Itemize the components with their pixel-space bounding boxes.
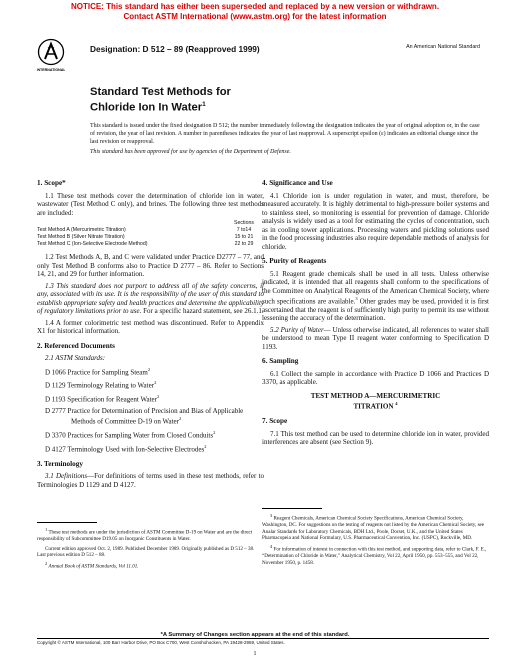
ref-item: D 2777 Practice for Determination of Precision and Bias of Applicable Methods of Committee D-19 on Water$^2$ [45, 406, 244, 426]
notice-banner [0, 2, 510, 22]
national-standard-label: An American National Standard [406, 44, 480, 50]
ref-item: D 1066 Practice for Sampling Steam$^2$ [45, 366, 151, 376]
page-number: 1 [253, 651, 257, 657]
method-row: Test Method B (Silver Nitrate Titration) 15 to 21 [37, 234, 254, 240]
heading-scope: 1. Scope* [37, 179, 66, 187]
heading-purity: 5. Purity of Reagents [262, 257, 327, 265]
para-1-1: 1.1 These test methods cover the determination of chloride ion in water, wastewater (Test Method C only), and brines. The following three test methods are included: [37, 191, 264, 217]
title-line-1: Standard Test Methods for [90, 86, 231, 98]
copyright: Copyright © ASTM International, 100 Barr Harbor Drive, PO Box C700, West Conshohocken, PA 19428-2959, United States. [37, 640, 285, 645]
method-row: Test Method C (Ion-Selective Electrode Method) 22 to 29 [37, 241, 254, 247]
designation: Designation: D 512 – 89 (Reapproved 1999) [90, 44, 260, 54]
footnote-1b: Current edition approved Oct. 2, 1989. Published December 1989. Originally published as D 512 – 38. Last previous edition D 512 – 88. [37, 545, 255, 558]
footer-rule [37, 638, 489, 639]
heading-sampling: 6. Sampling [262, 357, 299, 366]
heading-referenced-documents: 2. Referenced Documents [37, 341, 115, 350]
para-2-1: 2.1 ASTM Standards: [45, 354, 106, 362]
ref-item: D 1129 Terminology Relating to Water$^2$ [45, 380, 157, 390]
left-column [37, 173, 264, 492]
footnotes-left [37, 522, 264, 573]
dod-note: This standard has been approved for use by agencies of the Department of Defense. [90, 149, 291, 156]
notice-line-1: NOTICE: This standard has either been superseded and replaced by a new version or withdrawn. [70, 2, 440, 11]
methods-list [37, 220, 264, 248]
heading-significance: 4. Significance and Use [262, 179, 333, 187]
heading-scope-7: 7. Scope [262, 417, 288, 426]
method-row: Test Method A (Mercurimetric Titration) 7 to14 [37, 227, 252, 233]
footnote-rule [37, 522, 97, 523]
para-1-4: 1.4 A former colorimetric test method was discontinued. Refer to Appendix X1 for historical information. [37, 318, 264, 335]
summary-of-changes-note: *A Summary of Changes section appears at the end of this standard. [160, 632, 350, 638]
title-line-2: Chloride Ion In Water$^1$ [90, 100, 206, 114]
para-5-1: 5.1 Reagent grade chemicals shall be used in all tests. Unless otherwise indicated, it is intended that all reagents shall conform to the specifications of the Committee on Analytical Reagents of the American Chemical Society, where such specifications are available.$^3$ Other grades may be used, provided it is first ascertained that the reagent is of sufficiently high purity to permit its use without lessening the accuracy of the determination. [262, 269, 490, 323]
ref-item: D 3370 Practices for Sampling Water from Closed Conduits$^2$ [45, 430, 216, 440]
para-1-3: 1.3 This standard does not purport to address all of the safety concerns, if any, associated with its use. It is the responsibility of the user of this standard to establish appropriate safety and health practices and determine the applicability of regulatory limitations prior to use. For a specific hazard statement, see 26.1.1. [37, 281, 264, 315]
astm-logo [37, 38, 65, 74]
footnote-2: $^2$ Annual Book of ASTM Standards, Vol 11.01. [45, 561, 139, 570]
para-1-2: 1.2 Test Methods A, B, and C were validated under Practice D2777 – 77, and only Test Method B conforms also to Practice D 2777 – 86. Refer to Sections 14, 21, and 29 for further information. [37, 253, 264, 278]
notice-line-2: Contact ASTM International (www.astm.org) for the latest information [123, 12, 387, 21]
para-4-1: 4.1 Chloride ion is under regulation in water, and must, therefore, be measured accurately. It is highly detrimental to high-pressure boiler systems and to stainless steel, so monitoring is essential for prevention of damage. Chloride analysis is widely used as a tool for estimating the cycles of concentration, such as in cooling tower applications. Processing waters and pickling solutions used in the food processing industries also require dependable methods of analysis for chloride. [262, 191, 489, 251]
ref-item: D 1193 Specification for Reagent Water$^2$ [45, 394, 160, 404]
intro-block [90, 123, 480, 160]
right-column [262, 173, 489, 450]
footnote-3: $^3$ Reagent Chemicals, American Chemical Society Specifications, American Chemical Society, Washington, DC. For suggestions on the testing of reagents not listed by the American Chemical Society, see Analar Standards for Laboratory Chemicals, BDH Ltd., Poole, Dorset, U.K., and the United States Pharmacopeia and National Formulary, U.S. Pharmaceutical Convention, Inc. (USPC), Rockville, MD. [262, 513, 485, 541]
sections-header: Sections [234, 220, 254, 226]
logo-text: INTERNATIONAL [37, 68, 65, 72]
para-3-1: 3.1 Definitions—For definitions of terms used in these test methods, refer to Terminologies D 1129 and D 4127. [37, 472, 264, 489]
para-7-1: 7.1 This test method can be used to determine chloride ion in water, provided interferences are absent (see Section 9). [262, 429, 489, 447]
footnote-rule [262, 508, 322, 509]
document-title [90, 86, 231, 114]
footnote-4: $^4$ For information of interest in connection with this test method, and supporting data, refer to Clark, F. E., “Determination of Chloride in Water,” Analytical Chemistry, Vol 22, April 1950, pp. 553–555, and Vol 22, November 1950, p. 1458. [262, 544, 487, 566]
footnotes-right [262, 508, 489, 569]
ref-item: D 4127 Terminology Used with Ion-Selective Electrodes$^2$ [45, 444, 207, 454]
heading-terminology: 3. Terminology [37, 459, 83, 468]
footnote-1: $^1$ These test methods are under the jurisdiction of ASTM Committee D-19 on Water and are the direct responsibility of Subcommittee D19.05 on Inorganic Constituents in Water. [37, 527, 253, 543]
issuance-note: This standard is issued under the fixed designation D 512; the number immediately following the designation indicates the year of original adoption or, in the case of revision, the year of last revision. A number in parentheses indicates the year of last reapproval. A superscript epsilon (ε) indicates an editorial change since the last revision or reapproval. [90, 123, 480, 145]
para-5-2: 5.2 Purity of Water— Unless otherwise indicated, all references to water shall be understood to mean Type II reagent water conforming to Specification D 1193. [262, 325, 489, 351]
para-6-1: 6.1 Collect the sample in accordance with Practice D 1066 and Practices D 3370, as applicable. [262, 369, 489, 387]
method-a-heading: TEST METHOD A—MERCURIMETRIC TITRATION $^4$ [310, 391, 441, 411]
